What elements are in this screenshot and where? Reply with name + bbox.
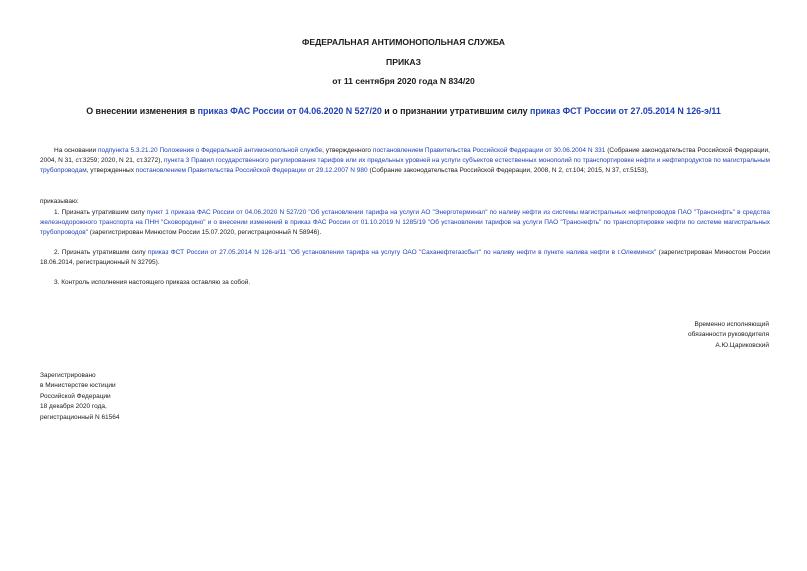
order-item-1	[40, 208, 770, 239]
preamble-link-regulation[interactable]: подпункта 5.3.21.20 Положения о Федеральной антимонопольной службе	[98, 147, 323, 154]
signature-name: А.Ю.Цариковский	[715, 341, 769, 349]
document-type: ПРИКАЗ	[386, 57, 421, 67]
preamble-link-rules-point-3[interactable]: пункта 3 Правил государственного регулирования тарифов или их предельных уровней на услуги субъектов естественных монополий по транспортировке нефти и нефтепродуктов по магистральным трубопроводам	[40, 157, 770, 175]
registration-block	[40, 371, 120, 423]
title-link-fst-order[interactable]: приказ ФСТ России от 27.05.2014 N 126-э/11	[530, 106, 721, 116]
order-item-3: 3. Контроль исполнения настоящего приказа оставляю за собой.	[54, 279, 251, 286]
title-text-1: О внесении изменения в	[86, 106, 198, 116]
preamble-text-3: (Собрание законодательства Российской Федерации, 2004, N 31, ст.3259; 2020, N 21, ст.3272),	[40, 147, 770, 165]
preamble-text-1: На основании	[54, 147, 98, 154]
registration-line-1: Зарегистрировано	[40, 372, 96, 379]
item1-text-2: (зарегистрирован Минюстом России 15.07.2020, регистрационный N 58946).	[87, 229, 322, 237]
order-item-2	[40, 248, 770, 268]
item2-text-2: (зарегистрирован Минюстом России 18.06.2014, регистрационный N 32795).	[40, 249, 770, 267]
agency-name: ФЕДЕРАЛЬНАЯ АНТИМОНОПОЛЬНАЯ СЛУЖБА	[302, 37, 505, 47]
signature-line-2: обязанности руководителя	[688, 331, 769, 339]
registration-number: регистрационный N 61564	[40, 413, 120, 421]
document-date-number: от 11 сентября 2020 года N 834/20	[332, 76, 475, 86]
signature-block	[688, 320, 769, 351]
item2-link[interactable]: приказ ФСТ России от 27.05.2014 N 126-э/11 "Об установлении тарифа на услугу ОАО "Саханефтегазсбыт" по наливу нефти в пункте налива нефти в г.Олекминск"	[148, 249, 657, 256]
item1-link[interactable]: пункт 1 приказа ФАС России от 04.06.2020 N 527/20 "Об установлении тарифа на услуги АО "Энерготерминал" по наливу нефти из системы магистральных нефтепроводов ПАО "Транснефть" в средства железнодорожного транспорта на ПНН "Сковородино" и о внесении изменений в приказ ФАС России от 01.10.2019 N 1285/19 "Об установлении тарифов на услуги ПАО "Транснефть" по транспортировке нефти по системе магистральных трубопроводов"	[40, 209, 770, 237]
document-title	[0, 106, 807, 116]
item1-text-1: 1. Признать утратившим силу	[54, 209, 147, 216]
preamble-text-5: (Собрание законодательства Российской Федерации, 2008, N 2, ст.104; 2015, N 37, ст.5153),	[367, 167, 649, 175]
preamble-paragraph	[40, 146, 770, 177]
preamble-link-resolution-980[interactable]: постановлением Правительства Российской Федерации от 29.12.2007 N 980	[135, 167, 368, 175]
preamble-link-resolution-331[interactable]: постановлением Правительства Российской Федерации от 30.06.2004 N 331	[372, 147, 606, 154]
registration-line-2: в Министерстве юстиции	[40, 382, 116, 390]
registration-date: 18 декабря 2020 года,	[40, 403, 107, 411]
title-text-2: и о признании утратившим силу	[381, 106, 530, 116]
registration-line-3: Российской Федерации	[40, 392, 111, 400]
order-word: приказываю:	[40, 198, 79, 205]
signature-line-1: Временно исполняющий	[694, 321, 769, 328]
title-link-fas-order[interactable]: приказ ФАС России от 04.06.2020 N 527/20	[197, 106, 382, 116]
preamble-text-4: , утвержденных	[86, 167, 136, 175]
item2-text-1: 2. Признать утратившим силу	[54, 249, 149, 256]
preamble-text-2: , утвержденного	[322, 147, 373, 154]
